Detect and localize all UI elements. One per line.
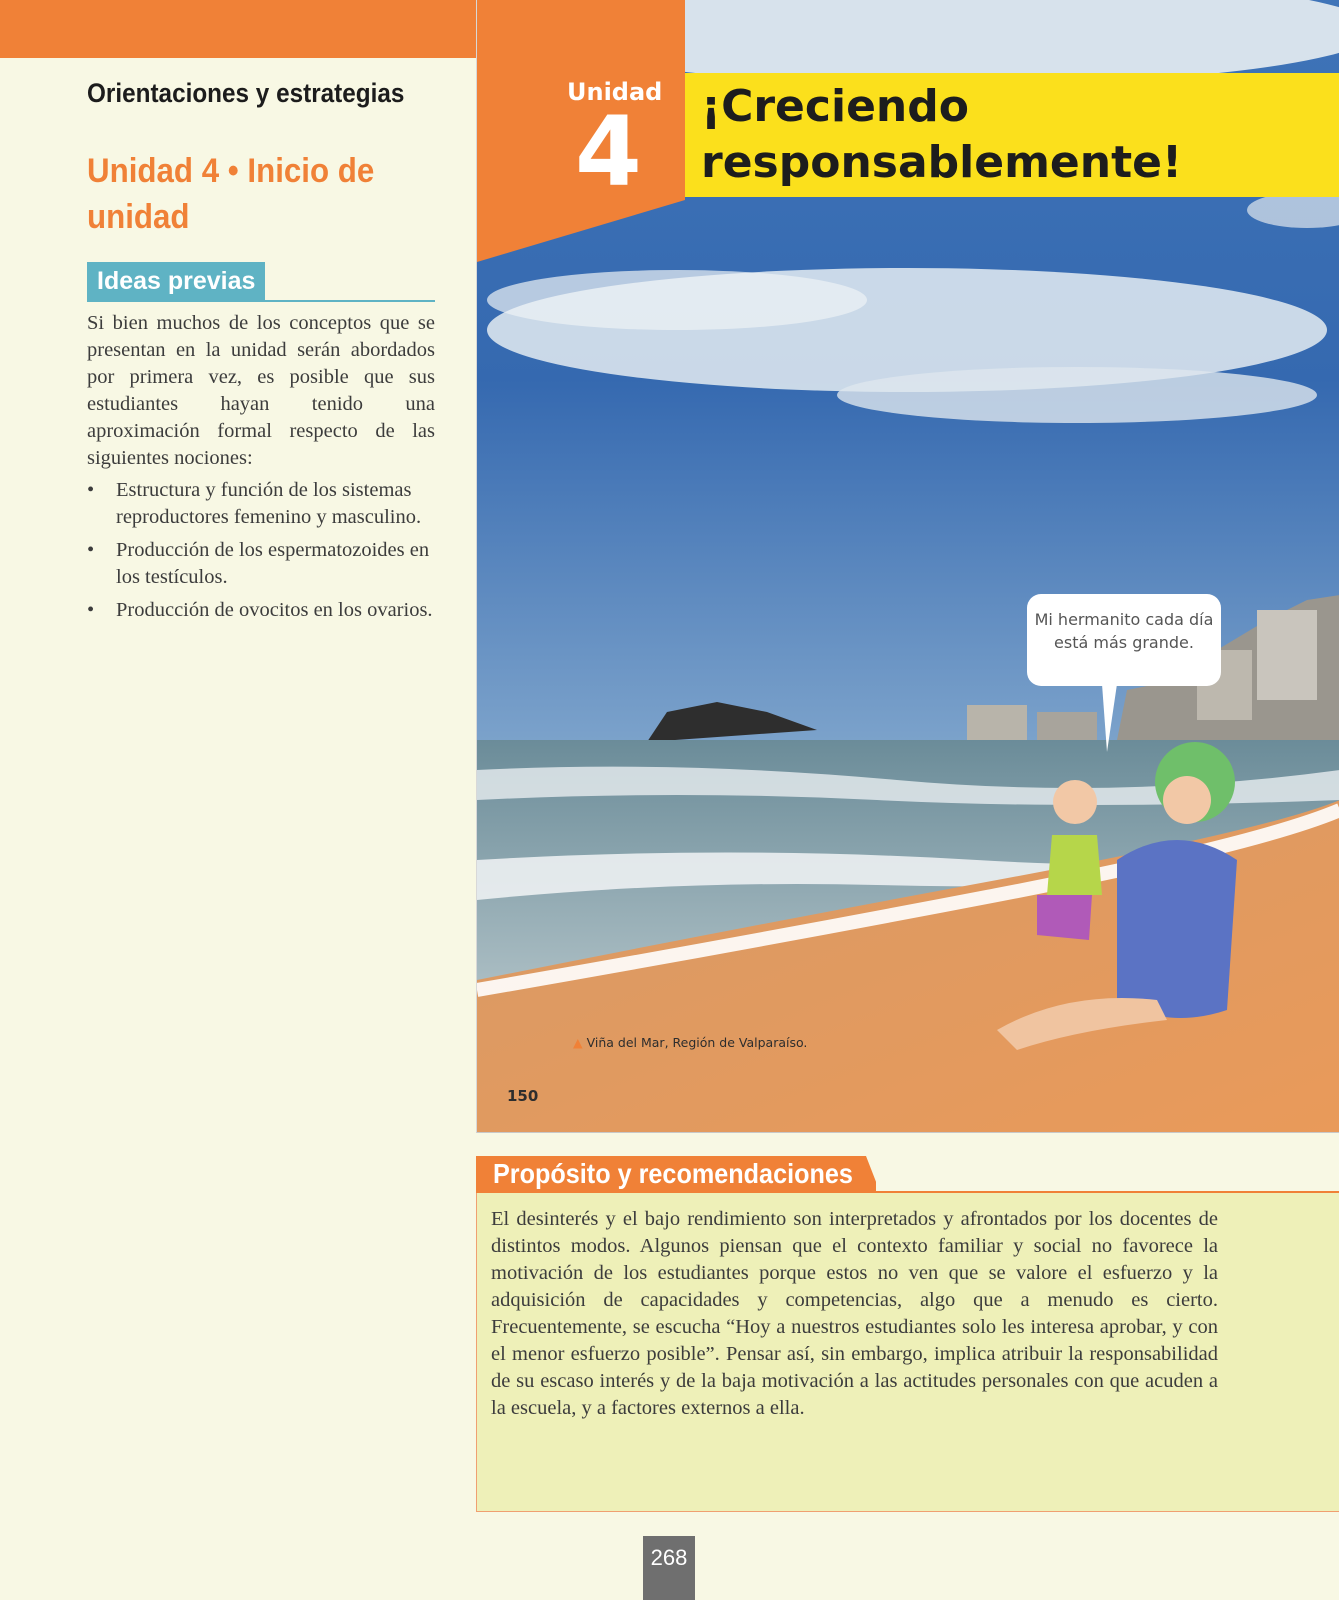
bullet-icon: • xyxy=(87,539,95,561)
ideas-bullet-list xyxy=(87,477,435,630)
section-heading: Orientaciones y estrategias xyxy=(87,78,405,108)
caption-text: Viña del Mar, Región de Valparaíso. xyxy=(586,1035,808,1050)
speech-bubble xyxy=(1027,594,1221,686)
bullet-text: Producción de ovocitos en los ovarios. xyxy=(116,599,433,621)
main-title: ¡Creciendo responsablemente! xyxy=(701,81,1183,188)
ideas-previas-label: Ideas previas xyxy=(87,262,265,301)
student-page-number: 150 xyxy=(507,1087,539,1105)
top-orange-band xyxy=(0,0,476,58)
title-banner xyxy=(685,73,1339,197)
speech-bubble-text: Mi hermanito cada día está más grande. xyxy=(1034,610,1214,652)
ideas-paragraph: Si bien muchos de los conceptos que se presentan en la unidad serán abordados por primera vez, es posible que sus estudiantes hayan tenido una aproximación formal respecto de las siguientes nociones: xyxy=(87,312,435,469)
triangle-icon: ▲ xyxy=(573,1035,583,1050)
page-number: 268 xyxy=(643,1536,695,1600)
ideas-divider xyxy=(87,300,435,302)
unit-word: Unidad xyxy=(567,78,663,106)
list-item xyxy=(87,597,435,624)
list-item xyxy=(87,537,435,591)
unit-number: 4 xyxy=(575,96,642,208)
list-item xyxy=(87,477,435,531)
purpose-paragraph: El desinterés y el bajo rendimiento son interpretados y afrontados por los docentes de distintos modos. Algunos piensan que el contexto familiar y social no favorece la motivación de los estudiantes porque estos no ven que se valore el esfuerzo y la adquisición de capacidades y competencias, algo que a menudo es cierto. Frecuentemente, se escucha “Hoy a nuestros estudiantes solo les interesa aprobar, y con el menor esfuerzo posible”. Pensar así, sin embargo, implica atribuir la responsabilidad de su escaso interés y de la baja motivación a las actitudes personales con que acuden a la escuela, y a factores externos a ella. xyxy=(491,1208,1218,1419)
unit-title: Unidad 4 • Inicio de unidad xyxy=(87,152,375,236)
bullet-text: Estructura y función de los sistemas reproductores femenino y masculino. xyxy=(116,479,422,528)
bullet-icon: • xyxy=(87,599,95,621)
photo-caption xyxy=(573,1035,807,1050)
purpose-label-text: Propósito y recomendaciones xyxy=(493,1158,853,1189)
bullet-icon: • xyxy=(87,479,95,501)
student-page-image xyxy=(476,0,1339,1133)
bullet-text: Producción de los espermatozoides en los testículos. xyxy=(116,539,430,588)
